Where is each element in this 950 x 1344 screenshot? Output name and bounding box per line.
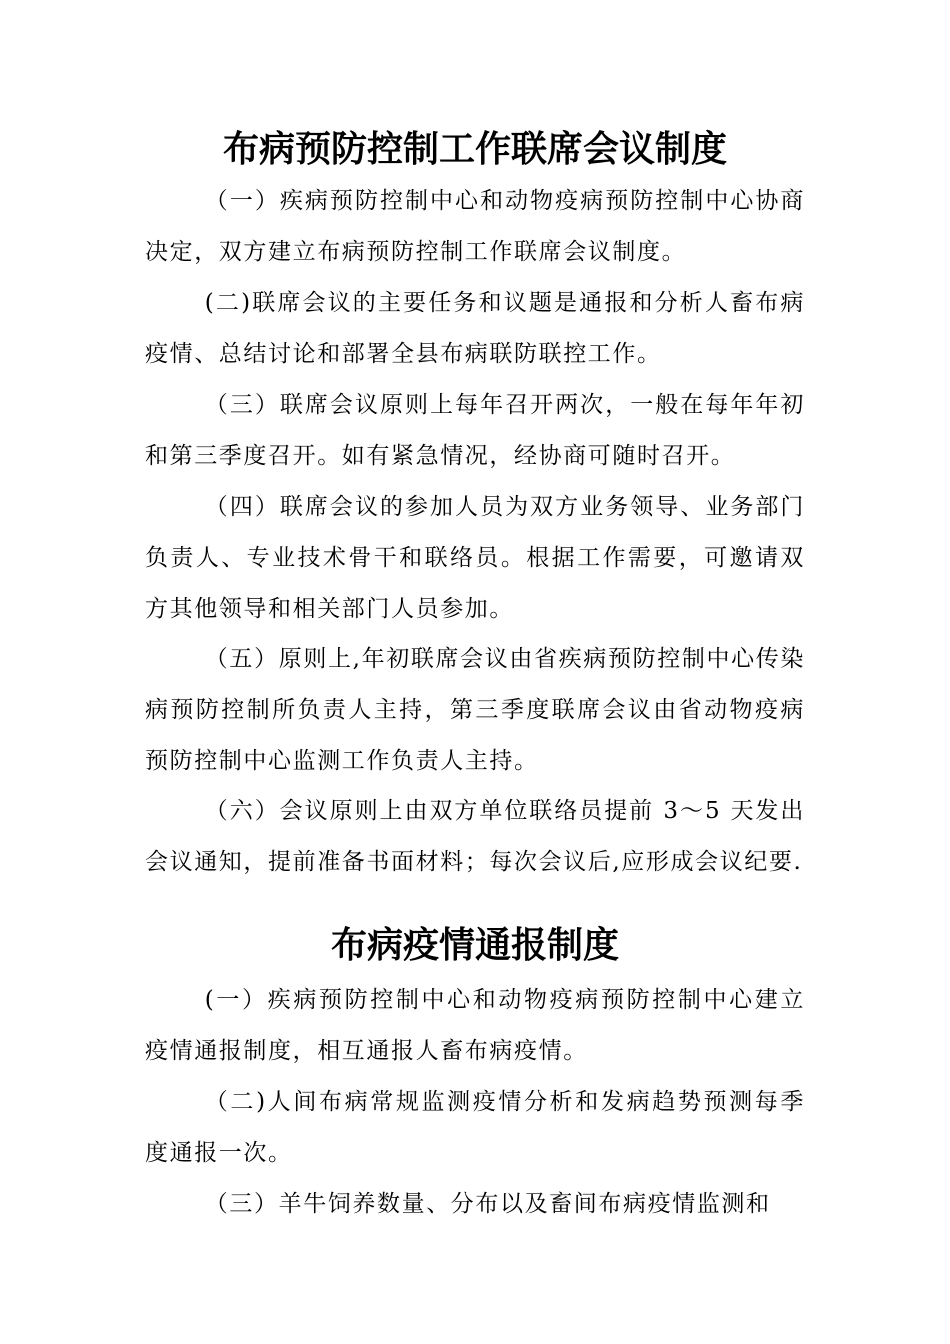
paragraph-7: (一）疾病预防控制中心和动物疫病预防控制中心建立疫情通报制度，相互通报人畜布病疫情。 (145, 987, 805, 1064)
section-title-joint-meeting: 布病预防控制工作联席会议制度 (222, 129, 727, 170)
paragraph-4: （四）联席会议的参加人员为双方业务领导、业务部门负责人、专业技术骨干和联络员。根据工作需要，可邀请双方其他领导和相关部门人员参加。 (145, 494, 805, 622)
paragraph-1: （一）疾病预防控制中心和动物疫病预防控制中心协商决定，双方建立布病预防控制工作联席会议制度。 (145, 188, 805, 265)
section-title-epidemic-report: 布病疫情通报制度 (330, 925, 619, 966)
paragraph-2: (二)联席会议的主要任务和议题是通报和分析人畜布病疫情、总结讨论和部署全县布病联防联控工作。 (145, 290, 805, 367)
paragraph-3: （三）联席会议原则上每年召开两次，一般在每年年初和第三季度召开。如有紧急情况，经协商可随时召开。 (145, 392, 805, 469)
paragraph-6: （六）会议原则上由双方单位联络员提前 3～5 天发出会议通知，提前准备书面材料；每次会议后,应形成会议纪要. (145, 798, 805, 875)
paragraph-8: （二)人间布病常规监测疫情分析和发病趋势预测每季度通报一次。 (145, 1089, 805, 1166)
paragraph-5: （五）原则上,年初联席会议由省疾病预防控制中心传染病预防控制所负责人主持，第三季度联席会议由省动物疫病预防控制中心监测工作负责人主持。 (145, 646, 805, 774)
paragraph-9: （三）羊牛饲养数量、分布以及畜间布病疫情监测和 (204, 1191, 771, 1217)
